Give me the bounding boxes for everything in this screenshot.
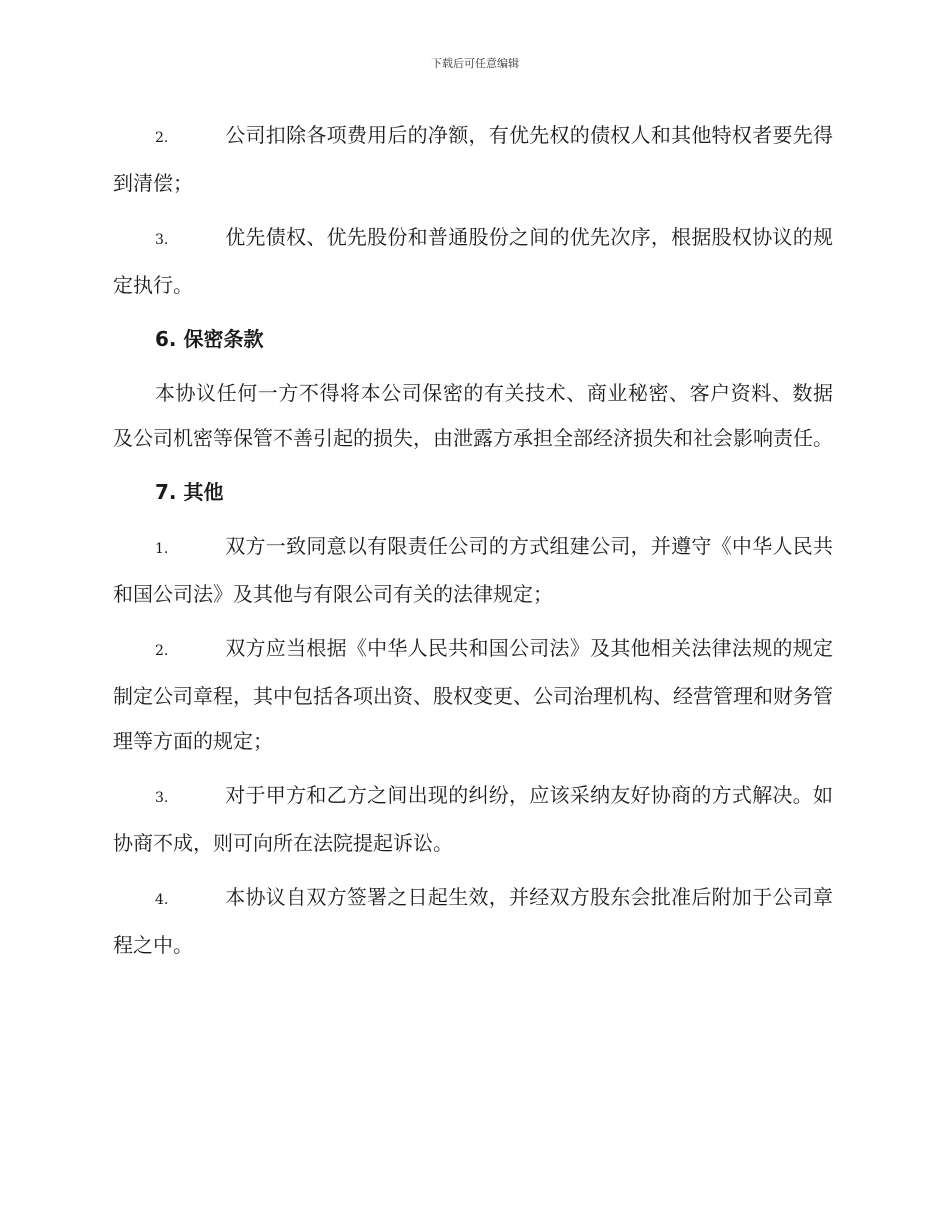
list-item xyxy=(113,215,833,308)
confidentiality-paragraph: 本协议任何一方不得将本公司保密的有关技术、商业秘密、客户资料、数据及公司机密等保管不善引起的损失，由泄露方承担全部经济损失和社会影响责任。 xyxy=(113,381,833,450)
list-item xyxy=(113,113,833,206)
list-item xyxy=(113,875,833,968)
list-number: 4. xyxy=(155,892,169,908)
list-number: 3. xyxy=(155,232,169,248)
list-number: 2. xyxy=(155,643,169,659)
list-text: 双方一致同意以有限责任公司的方式组建公司，并遵守《中华人民共和国公司法》及其他与有限公司有关的法律规定； xyxy=(113,534,833,606)
header-note: 下载后可任意编辑 xyxy=(431,57,519,70)
list-item xyxy=(113,773,833,866)
list-item xyxy=(113,524,833,617)
list-number: 1. xyxy=(155,541,169,557)
list-text: 优先债权、优先股份和普通股份之间的优先次序，根据股权协议的规定执行。 xyxy=(113,225,833,297)
list-text: 对于甲方和乙方之间出现的纠纷，应该采纳友好协商的方式解决。如协商不成，则可向所在法院提起诉讼。 xyxy=(113,783,833,855)
list-text: 双方应当根据《中华人民共和国公司法》及其他相关法律法规的规定制定公司章程，其中包括各项出资、股权变更、公司治理机构、经营管理和财务管理等方面的规定； xyxy=(113,636,833,753)
list-number: 3. xyxy=(155,790,169,806)
section-heading-other: 7. 其他 xyxy=(155,480,224,504)
section-heading-confidentiality: 6. 保密条款 xyxy=(155,327,264,351)
list-item xyxy=(113,626,833,764)
list-text: 本协议自双方签署之日起生效，并经双方股东会批准后附加于公司章程之中。 xyxy=(113,885,833,957)
document-body xyxy=(113,113,833,977)
list-text: 公司扣除各项费用后的净额，有优先权的债权人和其他特权者要先得到清偿； xyxy=(113,123,833,195)
list-number: 2. xyxy=(155,130,169,146)
